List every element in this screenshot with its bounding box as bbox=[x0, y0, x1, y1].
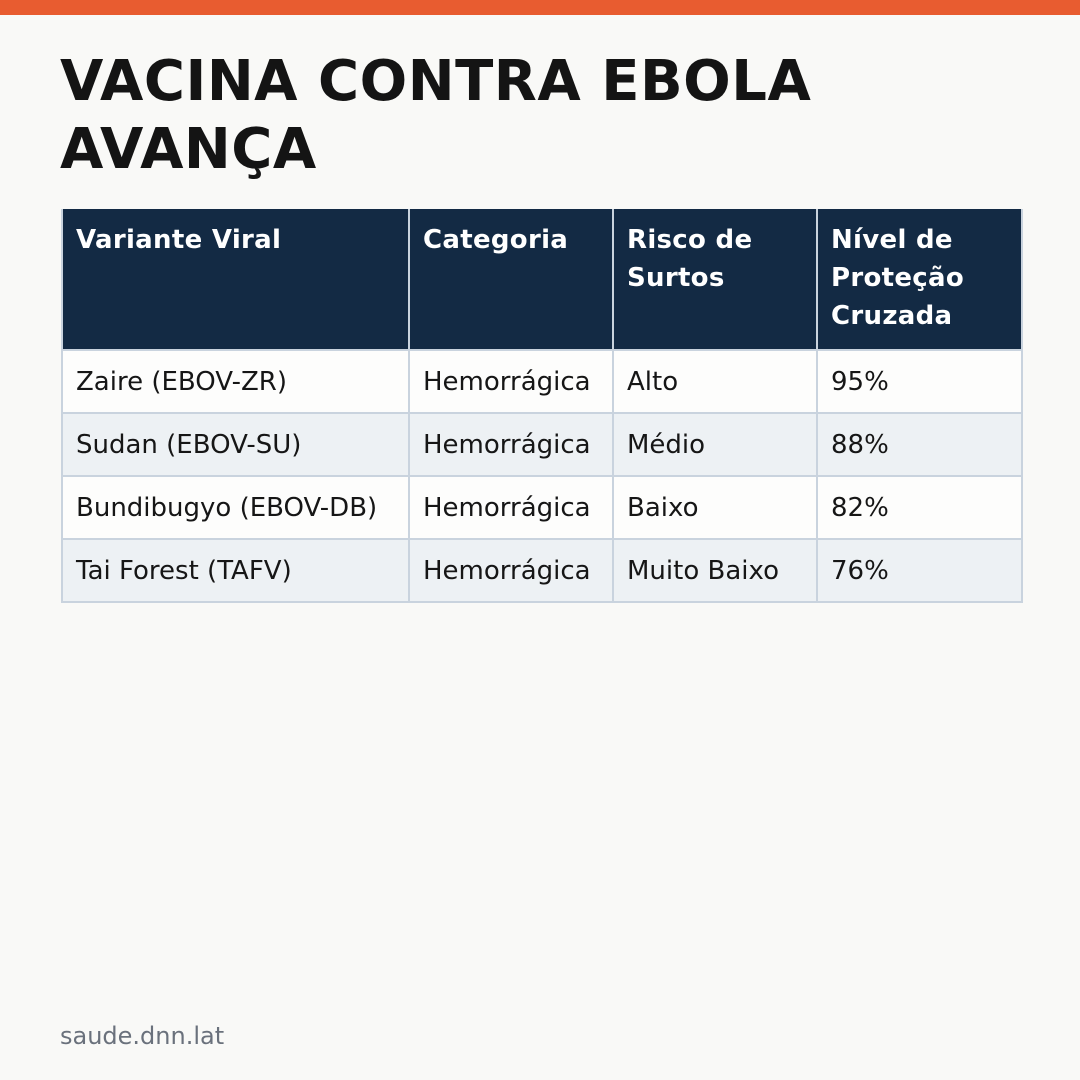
header-variante-viral: Variante Viral bbox=[62, 209, 409, 350]
top-accent-bar bbox=[0, 0, 1080, 15]
table-header-row bbox=[62, 209, 1022, 350]
cell-categoria: Hemorrágica bbox=[409, 413, 613, 476]
cell-protecao: 95% bbox=[817, 350, 1022, 413]
header-risco-de-surtos: Risco de Surtos bbox=[613, 209, 817, 350]
table-row bbox=[62, 350, 1022, 413]
source-url: saude.dnn.lat bbox=[60, 1022, 225, 1050]
cell-categoria: Hemorrágica bbox=[409, 350, 613, 413]
cell-categoria: Hemorrágica bbox=[409, 539, 613, 602]
cell-risco: Muito Baixo bbox=[613, 539, 817, 602]
cell-risco: Médio bbox=[613, 413, 817, 476]
table-row bbox=[62, 539, 1022, 602]
cell-protecao: 82% bbox=[817, 476, 1022, 539]
table-row bbox=[62, 413, 1022, 476]
cell-protecao: 76% bbox=[817, 539, 1022, 602]
cell-categoria: Hemorrágica bbox=[409, 476, 613, 539]
header-categoria: Categoria bbox=[409, 209, 613, 350]
variants-table bbox=[61, 209, 1023, 603]
cell-protecao: 88% bbox=[817, 413, 1022, 476]
cell-variante: Tai Forest (TAFV) bbox=[62, 539, 409, 602]
page-title: VACINA CONTRA EBOLA AVANÇA bbox=[60, 49, 812, 182]
cell-risco: Alto bbox=[613, 350, 817, 413]
header-nivel-de-protecao: Nível de Proteção Cruzada bbox=[817, 209, 1022, 350]
cell-variante: Bundibugyo (EBOV-DB) bbox=[62, 476, 409, 539]
cell-variante: Sudan (EBOV-SU) bbox=[62, 413, 409, 476]
cell-risco: Baixo bbox=[613, 476, 817, 539]
cell-variante: Zaire (EBOV-ZR) bbox=[62, 350, 409, 413]
table-row bbox=[62, 476, 1022, 539]
